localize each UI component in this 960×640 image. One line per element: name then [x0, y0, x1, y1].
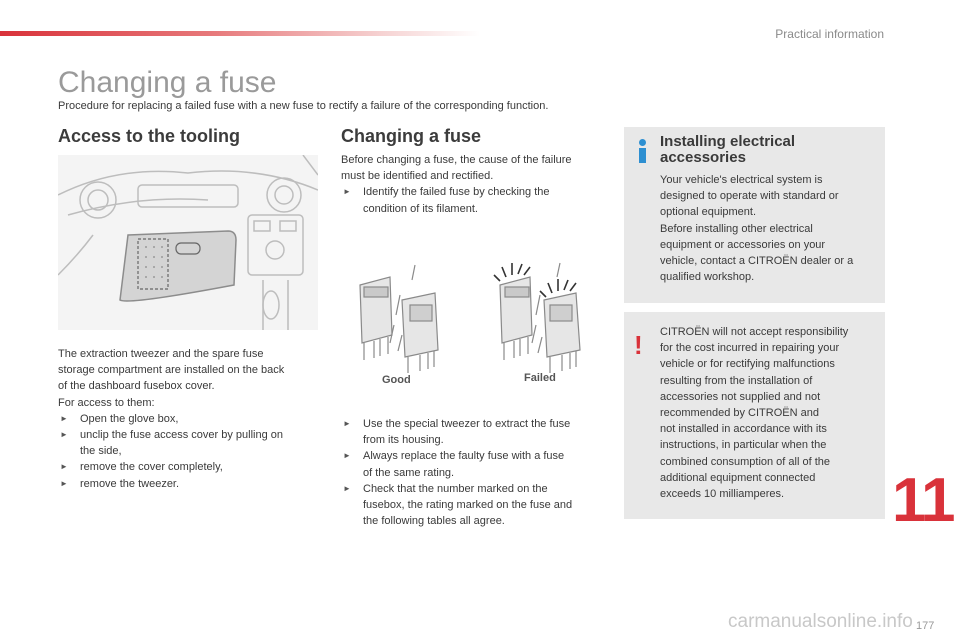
watermark: carmanualsonline.info	[728, 611, 913, 632]
warning-box	[624, 312, 885, 519]
fuse-failed-label: Failed	[524, 372, 556, 384]
access-text: The extraction tweezer and the spare fuse storage compartment are installed on the back of the dashboard fusebox cover. For access to them: ► Open the glove box, ► unclip the fuse access cover by pulling on the side, ► remove the cover completely, ► remove the tweezer.	[58, 346, 320, 492]
access-step-4: ► remove the tweezer.	[58, 476, 320, 492]
page-number: 177	[916, 620, 935, 632]
info-icon	[636, 139, 650, 163]
chapter-number: 11	[892, 466, 954, 535]
exclamation-icon: !	[634, 330, 643, 360]
changing-step-check: ► Check that the number marked on the fusebox, the rating marked on the fuse and the following tables all agree.	[341, 481, 611, 530]
header-accent-bar	[0, 31, 480, 36]
changing-step-replace: ► Always replace the faulty fuse with a fuse of the same rating.	[341, 448, 611, 480]
changing-step-identify: ► Identify the failed fuse by checking the condition of its filament.	[341, 184, 611, 216]
info-text: Your vehicle's electrical system is designed to operate with standard or optional equipment. Before installing other electrical equipment or accessories on your vehicle, contact a CITROËN dealer or a qualified workshop.	[660, 174, 854, 284]
access-step-2: ► unclip the fuse access cover by pulling on the side,	[58, 427, 320, 459]
section-label: Practical information	[775, 27, 884, 41]
access-step-3: ► remove the cover completely,	[58, 459, 320, 475]
info-box-accessories	[624, 127, 885, 303]
fuse-good-label: Good	[382, 374, 411, 386]
fuse-comparison-figure	[340, 255, 600, 390]
dashboard-illustration	[58, 155, 318, 330]
page-intro: Procedure for replacing a failed fuse with a new fuse to rectify a failure of the corresponding function.	[58, 100, 549, 112]
changing-steps-text	[341, 416, 611, 529]
info-title: Installing electrical accessories	[660, 133, 796, 166]
changing-intro-text: Before changing a fuse, the cause of the failure must be identified and rectified. ► Identify the failed fuse by checking the condition of its filament.	[341, 152, 611, 217]
access-step-1: ► Open the glove box,	[58, 411, 320, 427]
changing-step-extract: ► Use the special tweezer to extract the fuse from its housing.	[341, 416, 611, 448]
page-title: Changing a fuse	[58, 66, 277, 99]
warning-text: CITROËN will not accept responsibility for the cost incurred in repairing your vehicle or for rectifying malfunctions resulting from the installation of accessories not supplied and not recommended by CITROËN and not installed in accordance with its instructions, in particular when the combined consumption of all of the additional equipment connected exceeds 10 milliamperes.	[660, 326, 849, 501]
changing-heading: Changing a fuse	[341, 126, 482, 146]
access-heading: Access to the tooling	[58, 126, 241, 146]
